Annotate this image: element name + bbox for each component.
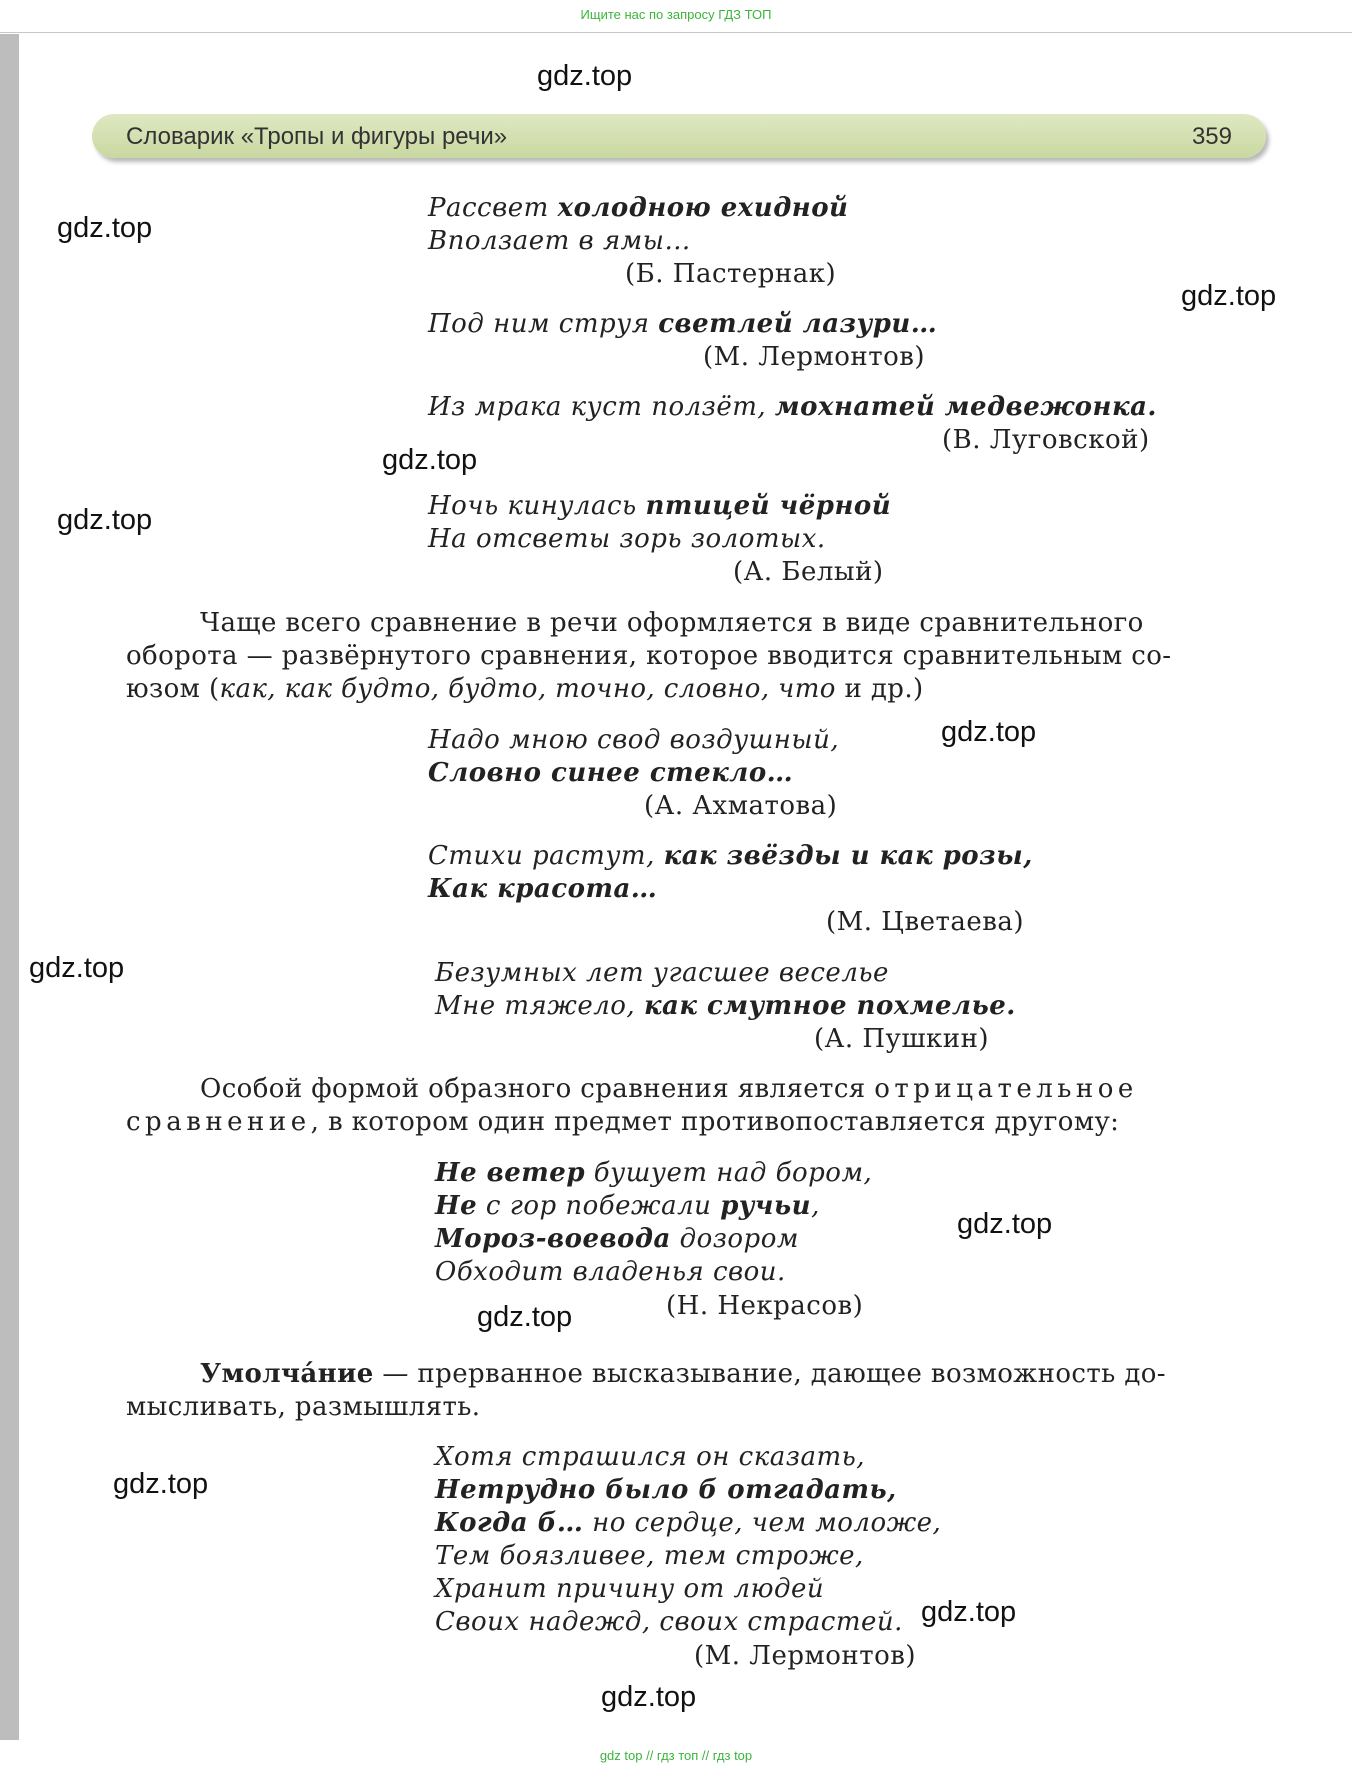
poem-line: Не с гор побежали ручьи, [435, 1191, 820, 1221]
paragraph-line: юзом (как, как будто, будто, точно, словно, что и др.) [126, 674, 924, 704]
poem-author: (М. Лермонтов) [703, 342, 926, 372]
poem-line: Хранит причину от людей [435, 1574, 825, 1604]
footer-links[interactable]: gdz top // гдз топ // гдз top [599, 1748, 753, 1763]
top-banner-bar [0, 0, 1352, 33]
poem-line: Хотя страшился он сказать, [435, 1442, 866, 1472]
poem-line: Обходит владенья свои. [435, 1257, 786, 1287]
paragraph-line: оборота — развёрнутого сравнения, которое вводится сравнительным со- [126, 641, 1172, 671]
watermark: gdz.top [921, 1596, 1017, 1628]
paragraph-line: сравнение, в котором один предмет противопоставляется другому: [126, 1107, 1120, 1137]
top-banner-text[interactable]: Ищите нас по запросу ГДЗ ТОП [580, 7, 772, 22]
poem-line: Как красота… [428, 874, 658, 904]
paragraph-line: Умолча́ние — прерванное высказывание, дающее возможность до- [200, 1359, 1166, 1389]
page-title: Словарик «Тропы и фигуры речи» [126, 123, 508, 150]
left-scroll-edge [0, 34, 19, 1740]
poem-author: (М. Цветаева) [826, 907, 1025, 937]
watermark: gdz.top [113, 1468, 209, 1500]
poem-author: (А. Ахматова) [644, 791, 838, 821]
poem-line: Своих надежд, своих страстей. [435, 1607, 903, 1637]
paragraph-line: Чаще всего сравнение в речи оформляется в виде сравнительного [200, 608, 1144, 638]
poem-line: Ночь кинулась птицей чёрной [428, 491, 892, 521]
paragraph-line: Особой формой образного сравнения является отрицательное [200, 1074, 1138, 1104]
page-header [92, 114, 1266, 158]
poem-author: (М. Лермонтов) [694, 1641, 917, 1671]
poem-author: (В. Луговской) [942, 425, 1150, 455]
poem-line: Когда б… но сердце, чем моложе, [435, 1508, 942, 1538]
watermark: gdz.top [1181, 280, 1277, 312]
watermark: gdz.top [477, 1301, 573, 1333]
poem-author: (Н. Некрасов) [666, 1291, 864, 1321]
poem-line: Стихи растут, как звёзды и как розы, [428, 841, 1033, 871]
poem-line: Рассвет холодною ехидной [428, 193, 849, 223]
poem-line: Под ним струя светлей лазури… [428, 309, 938, 339]
watermark: gdz.top [382, 444, 478, 476]
watermark: gdz.top [537, 60, 633, 92]
poem-author: (А. Пушкин) [814, 1024, 990, 1054]
poem-line: Из мрака куст ползёт, мохнатей медвежонка. [428, 392, 1157, 422]
poem-line: Нетрудно было б отгадать, [435, 1475, 897, 1505]
watermark: gdz.top [29, 952, 125, 984]
poem-line: Не ветер бушует над бором, [435, 1158, 873, 1188]
watermark: gdz.top [957, 1208, 1053, 1240]
poem-author: (А. Белый) [733, 557, 884, 587]
poem-line: Мороз-воевода дозором [435, 1224, 799, 1254]
poem-line: Безумных лет угасшее веселье [435, 958, 889, 988]
watermark: gdz.top [57, 504, 153, 536]
poem-line: Словно синее стекло… [428, 758, 794, 788]
watermark: gdz.top [57, 212, 153, 244]
poem-line: Надо мною свод воздушный, [428, 725, 840, 755]
poem-line: На отсветы зорь золотых. [428, 524, 826, 554]
poem-author: (Б. Пастернак) [625, 259, 837, 289]
watermark: gdz.top [941, 716, 1037, 748]
watermark: gdz.top [601, 1681, 697, 1713]
poem-line: Мне тяжело, как смутное похмелье. [435, 991, 1016, 1021]
poem-line: Тем боязливее, тем строже, [435, 1541, 864, 1571]
paragraph-line: мысливать, размышлять. [126, 1392, 481, 1422]
poem-line: Вползает в ямы… [428, 226, 691, 256]
page-number: 359 [1191, 123, 1232, 150]
